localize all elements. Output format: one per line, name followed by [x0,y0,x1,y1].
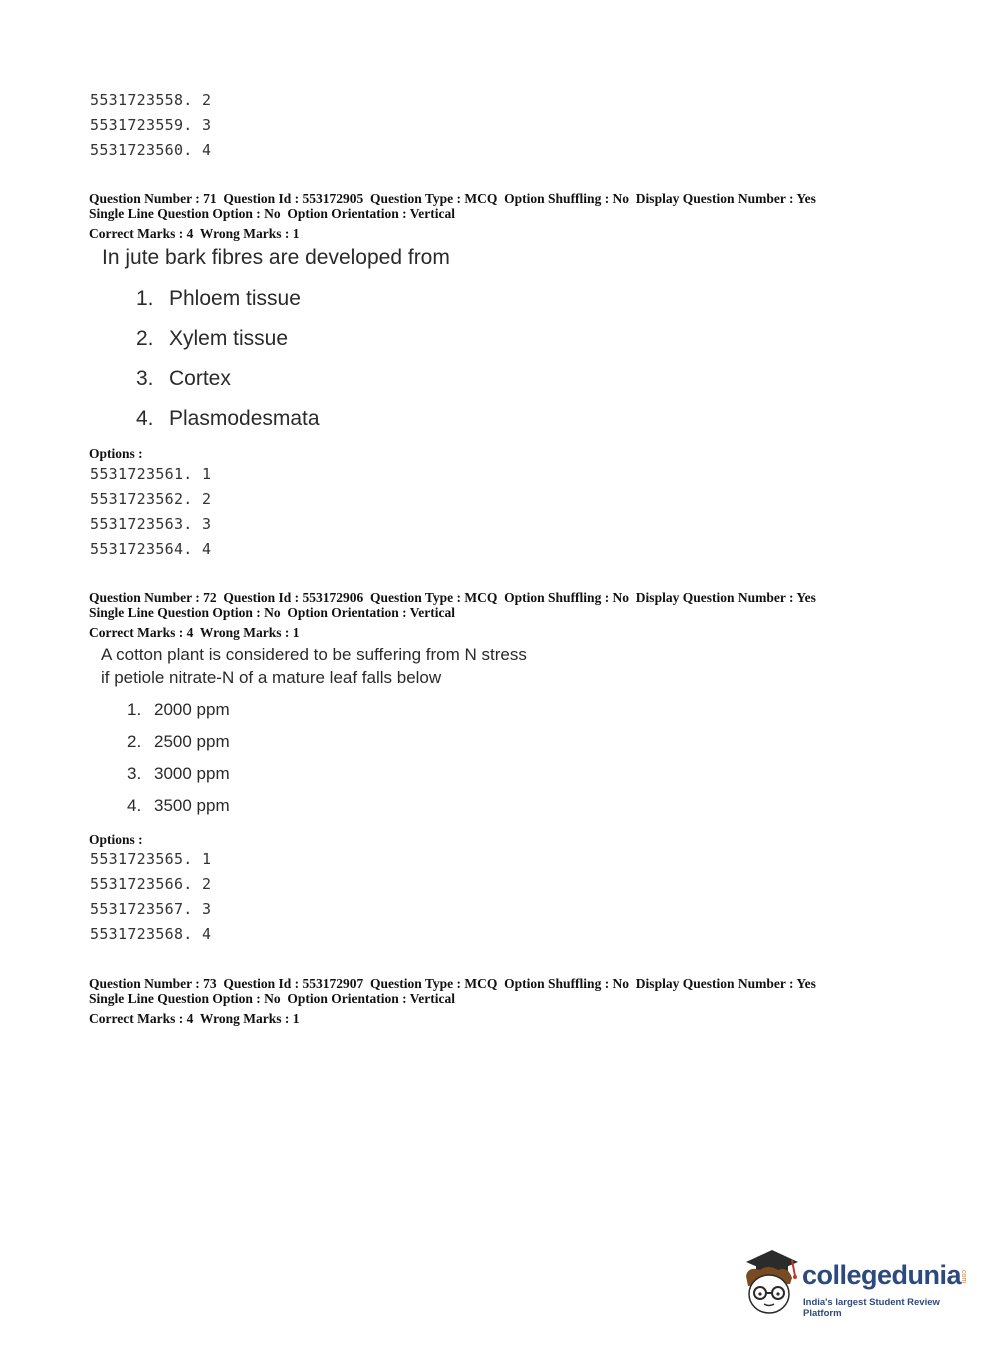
q72-options-label: Options : [89,832,143,847]
option-id-line: 5531723567. 3 [90,900,212,918]
q73-marks: Correct Marks : 4 Wrong Marks : 1 [89,1011,300,1026]
q71-marks: Correct Marks : 4 Wrong Marks : 1 [89,226,300,241]
q72-question-line2: if petiole nitrate-N of a mature leaf falls below [101,668,442,687]
q71-meta-line2: Single Line Question Option : No Option Orientation : Vertical [89,206,456,221]
q71-meta-line1: Question Number : 71 Question Id : 553172905 Question Type : MCQ Option Shuffling : No Display Question Number : Yes [89,191,816,206]
logo-domain-suffix: .com [960,1268,967,1284]
collegedunia-logo[interactable] [738,1246,978,1326]
logo-tagline: India's largest Student Review Platform [803,1297,940,1319]
logo-wordmark: collegedunia [802,1260,962,1290]
q72-question-line1: A cotton plant is considered to be suffering from N stress [101,645,527,664]
option-id-line: 5531723566. 2 [90,875,212,893]
q71-options-label: Options : [89,446,143,461]
q71-choice-2: 2. Xylem tissue [136,327,289,350]
option-id-line: 5531723559. 3 [90,116,212,134]
option-id-line: 5531723565. 1 [90,850,212,868]
q71-choice-1: 1. Phloem tissue [136,287,301,310]
option-id-line: 5531723561. 1 [90,465,212,483]
q71-choice-3: 3. Cortex [136,367,231,390]
q72-choice-4: 4. 3500 ppm [127,796,230,815]
q72-choice-3: 3. 3000 ppm [127,764,230,783]
option-id-line: 5531723558. 2 [90,91,212,109]
q71-question-text: In jute bark fibres are developed from [102,246,450,269]
q71-choice-4: 4. Plasmodesmata [136,407,320,430]
q72-choice-1: 1. 2000 ppm [127,700,230,719]
q73-meta-line1: Question Number : 73 Question Id : 553172907 Question Type : MCQ Option Shuffling : No Display Question Number : Yes [89,976,816,991]
option-id-line: 5531723563. 3 [90,515,212,533]
q72-meta-line2: Single Line Question Option : No Option Orientation : Vertical [89,605,456,620]
mascot-icon [738,1246,800,1318]
option-id-line: 5531723568. 4 [90,925,212,943]
q72-choice-2: 2. 2500 ppm [127,732,230,751]
option-id-line: 5531723562. 2 [90,490,212,508]
q72-marks: Correct Marks : 4 Wrong Marks : 1 [89,625,300,640]
q72-meta-line1: Question Number : 72 Question Id : 553172906 Question Type : MCQ Option Shuffling : No Display Question Number : Yes [89,590,816,605]
q73-meta-line2: Single Line Question Option : No Option Orientation : Vertical [89,991,456,1006]
option-id-line: 5531723564. 4 [90,540,212,558]
option-id-line: 5531723560. 4 [90,141,212,159]
